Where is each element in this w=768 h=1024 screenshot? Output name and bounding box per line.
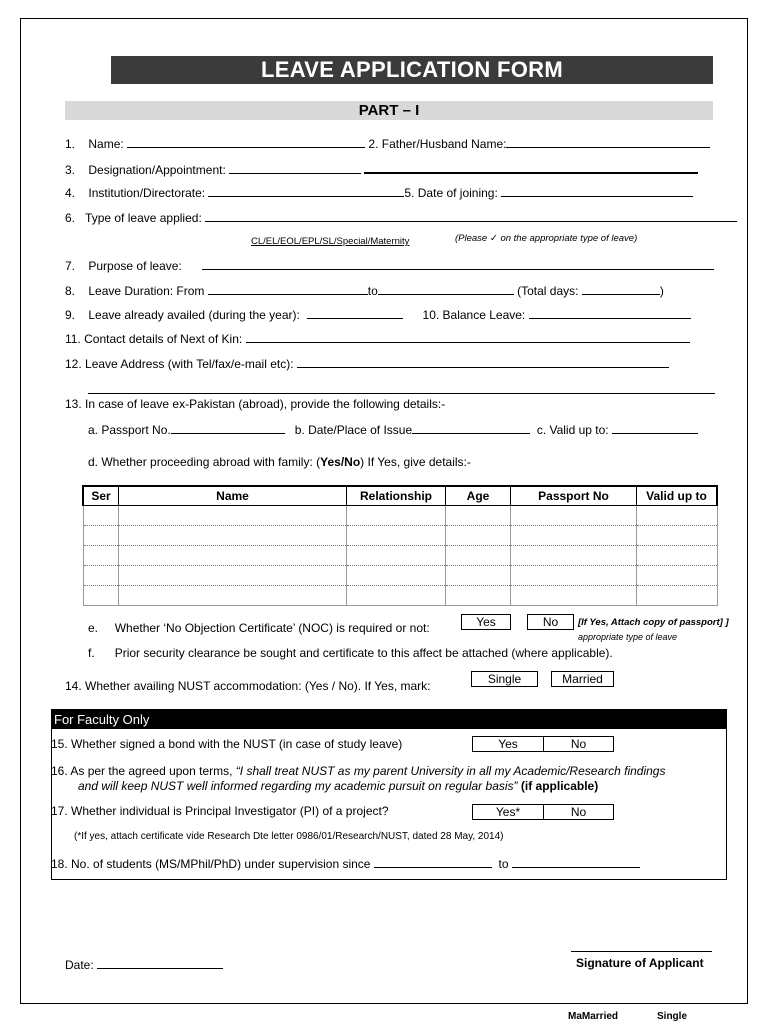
item-availed: 9. Leave already availed (during the year): 10. Balance Leave:	[65, 307, 691, 322]
item-security: f. Prior security clearance be sought and certificate to this affect be attached (where applicable).	[88, 646, 613, 660]
faculty-q17-note: (*If yes, attach certificate vide Research Dte letter 0986/01/Research/NUST, dated 28 May, 2014)	[74, 831, 504, 842]
signature-label: Signature of Applicant	[576, 956, 704, 970]
pi-no-box[interactable]: No	[543, 804, 614, 820]
item-passport: a. Passport No. b. Date/Place of Issue c. Valid up to:	[88, 422, 698, 437]
col-relationship: Relationship	[347, 486, 446, 506]
family-table	[82, 485, 718, 606]
faculty-section	[51, 709, 727, 880]
students-since-field[interactable]	[374, 856, 492, 868]
item-accommodation: 14. Whether availing NUST accommodation: (Yes / No). If Yes, mark:	[65, 679, 431, 693]
purpose-field[interactable]	[202, 258, 714, 270]
students-to-field[interactable]	[512, 856, 640, 868]
date-place-issue-field[interactable]	[412, 422, 530, 434]
faculty-q18: 18. No. of students (MS/MPhil/PhD) under supervision since to	[51, 856, 640, 871]
leave-type-field[interactable]	[205, 210, 737, 222]
institution-field[interactable]	[208, 185, 404, 197]
pi-yes-box[interactable]: Yes*	[472, 804, 544, 820]
faculty-header: For Faculty Only	[52, 710, 726, 729]
noc-yes-box[interactable]: Yes	[461, 614, 511, 630]
signature-field[interactable]	[571, 940, 712, 952]
item-abroad: 13. In case of leave ex-Pakistan (abroad), provide the following details:-	[65, 397, 446, 411]
item-noc: e. Whether ‘No Objection Certificate’ (NOC) is required or not:	[88, 621, 430, 635]
col-valid: Valid up to	[637, 486, 718, 506]
part-heading: PART – I	[65, 101, 713, 120]
noc-no-box[interactable]: No	[527, 614, 574, 630]
item-institution: 4. Institution/Directorate: 5. Date of joining:	[65, 185, 693, 200]
item-leave-type: 6. Type of leave applied:	[65, 210, 737, 225]
date-field[interactable]	[97, 957, 223, 969]
col-ser: Ser	[83, 486, 119, 506]
item-next-of-kin: 11. Contact details of Next of Kin:	[65, 331, 690, 346]
faculty-q16: 16. As per the agreed upon terms, “I shall treat NUST as my parent University in all my Academic/Research findings	[51, 764, 666, 778]
designation-field-2[interactable]	[364, 161, 698, 174]
item-designation: 3. Designation/Appointment:	[65, 161, 698, 177]
table-row[interactable]	[83, 546, 717, 566]
total-days-field[interactable]	[582, 283, 660, 295]
item-leave-address: 12. Leave Address (with Tel/fax/e-mail etc):	[65, 356, 669, 371]
leave-address-field-2[interactable]	[88, 382, 715, 394]
stray-married-text: MaMarried	[568, 1011, 619, 1022]
table-row[interactable]	[83, 526, 717, 546]
leave-type-hint: (Please ✓ on the appropriate type of leave)	[455, 233, 638, 244]
noc-note-overlap: appropriate type of leave	[578, 632, 678, 642]
faculty-q17: 17. Whether individual is Principal Investigator (PI) of a project?	[51, 804, 389, 818]
married-box[interactable]: Married	[551, 671, 614, 687]
next-of-kin-field[interactable]	[246, 331, 690, 343]
faculty-q16-cont: and will keep NUST well informed regarding my academic pursuit on regular basis” (if applicable)	[78, 779, 599, 793]
table-row[interactable]	[83, 586, 717, 606]
item-purpose: 7. Purpose of leave:	[65, 258, 714, 273]
duration-to-field[interactable]	[378, 283, 514, 295]
date-of-joining-field[interactable]	[501, 185, 693, 197]
bond-no-box[interactable]: No	[543, 736, 614, 752]
col-passport: Passport No	[511, 486, 637, 506]
col-age: Age	[446, 486, 511, 506]
item-duration: 8. Leave Duration: From to (Total days: )	[65, 284, 664, 298]
leave-type-options: CL/EL/EOL/EPL/SL/Special/Maternity	[251, 236, 410, 247]
father-name-field[interactable]	[506, 136, 710, 148]
balance-leave-field[interactable]	[529, 307, 691, 319]
item-family: d. Whether proceeding abroad with family: (Yes/No) If Yes, give details:-	[88, 455, 471, 469]
duration-from-field[interactable]	[208, 283, 368, 295]
noc-note: [If Yes, Attach copy of passport] ]	[578, 617, 729, 628]
faculty-q15: 15. Whether signed a bond with the NUST (in case of study leave)	[51, 737, 403, 751]
stray-single-text: Single	[657, 1011, 688, 1022]
form-title: LEAVE APPLICATION FORM	[111, 56, 713, 84]
availed-field[interactable]	[307, 307, 403, 319]
designation-field[interactable]	[229, 162, 361, 174]
passport-no-field[interactable]	[171, 422, 285, 434]
item-name: 1. Name: 2. Father/Husband Name:	[65, 136, 710, 151]
leave-address-field[interactable]	[297, 356, 669, 368]
date-row: Date:	[65, 957, 223, 972]
table-row[interactable]	[83, 506, 717, 526]
name-field[interactable]	[127, 136, 365, 148]
table-row[interactable]	[83, 566, 717, 586]
bond-yes-box[interactable]: Yes	[472, 736, 544, 752]
col-name: Name	[119, 486, 347, 506]
valid-up-to-field[interactable]	[612, 422, 698, 434]
single-box[interactable]: Single	[471, 671, 538, 687]
